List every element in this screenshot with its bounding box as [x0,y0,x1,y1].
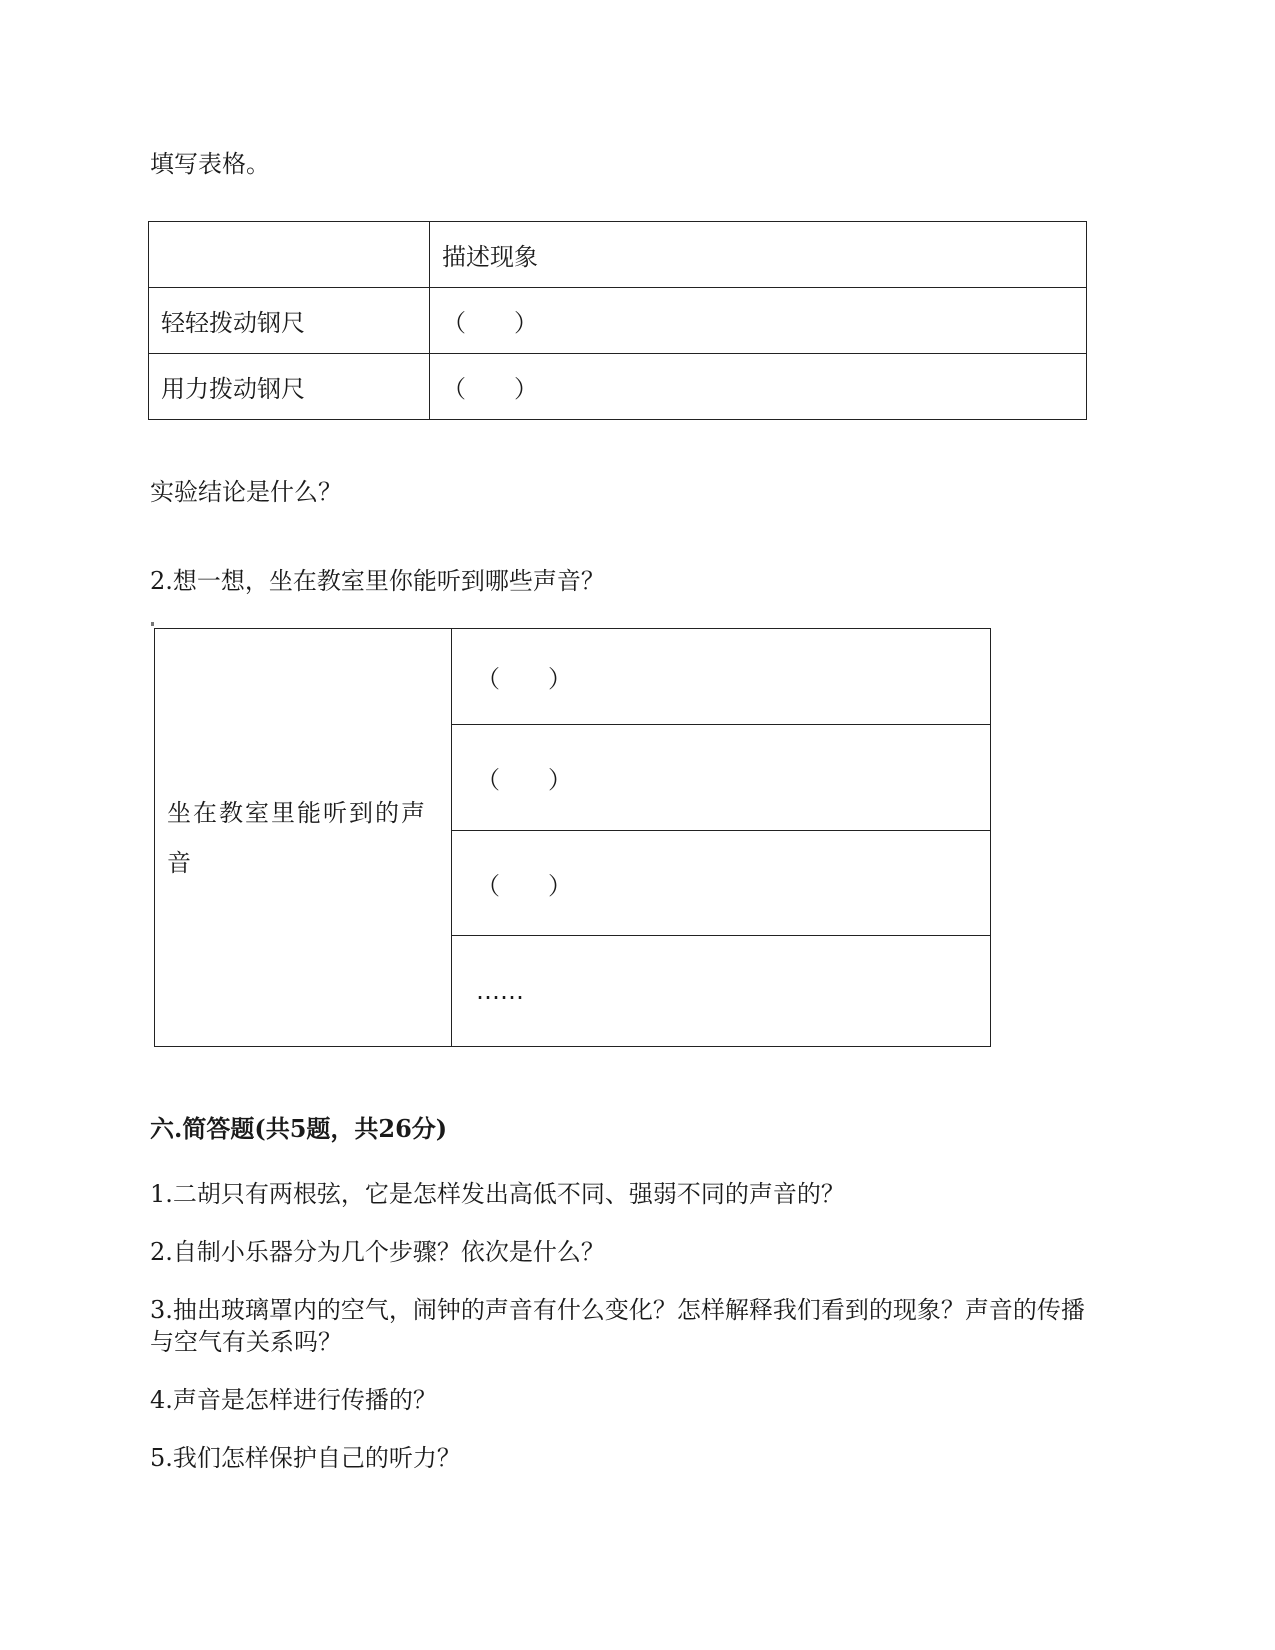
answer-blank: （ ） [452,629,991,725]
phenomenon-table [148,221,1087,420]
short-answer-question-continuation: 与空气有关系吗？ [150,1328,342,1356]
answer-blank: （ ） [430,288,1087,354]
short-answer-question: 4.声音是怎样进行传播的？ [150,1386,437,1414]
table-row [149,288,1087,354]
answer-blank: （ ） [452,725,991,831]
short-answer-question: 1.二胡只有两根弦，它是怎样发出高低不同、强弱不同的声音的？ [150,1180,845,1208]
table-header-describe: 描述现象 [430,222,1087,288]
answer-blank: （ ） [452,831,991,936]
classroom-sounds-table [154,628,991,1047]
instruction-fill-table: 填写表格。 [150,150,270,178]
short-answer-question: 3.抽出玻璃罩内的空气，闹钟的声音有什么变化？怎样解释我们看到的现象？声音的传播 [150,1296,1085,1324]
sounds-label: 坐在教室里能听到的声音 [155,629,452,1047]
table-header-empty [149,222,430,288]
anchor-mark [151,622,154,626]
row-label-strong-pluck: 用力拨动钢尺 [149,354,430,420]
ellipsis-cell: …… [452,936,991,1047]
table-row [155,629,991,725]
section-6-title: 六.简答题(共5题，共26分) [150,1114,448,1143]
short-answer-question: 2.自制小乐器分为几个步骤？依次是什么？ [150,1238,605,1266]
short-answer-question: 5.我们怎样保护自己的听力？ [150,1444,461,1472]
question-2-prompt: 2.想一想，坐在教室里你能听到哪些声音？ [150,567,605,595]
conclusion-question: 实验结论是什么？ [150,478,342,506]
table-header-row [149,222,1087,288]
row-label-gentle-pluck: 轻轻拨动钢尺 [149,288,430,354]
table-row [149,354,1087,420]
answer-blank: （ ） [430,354,1087,420]
